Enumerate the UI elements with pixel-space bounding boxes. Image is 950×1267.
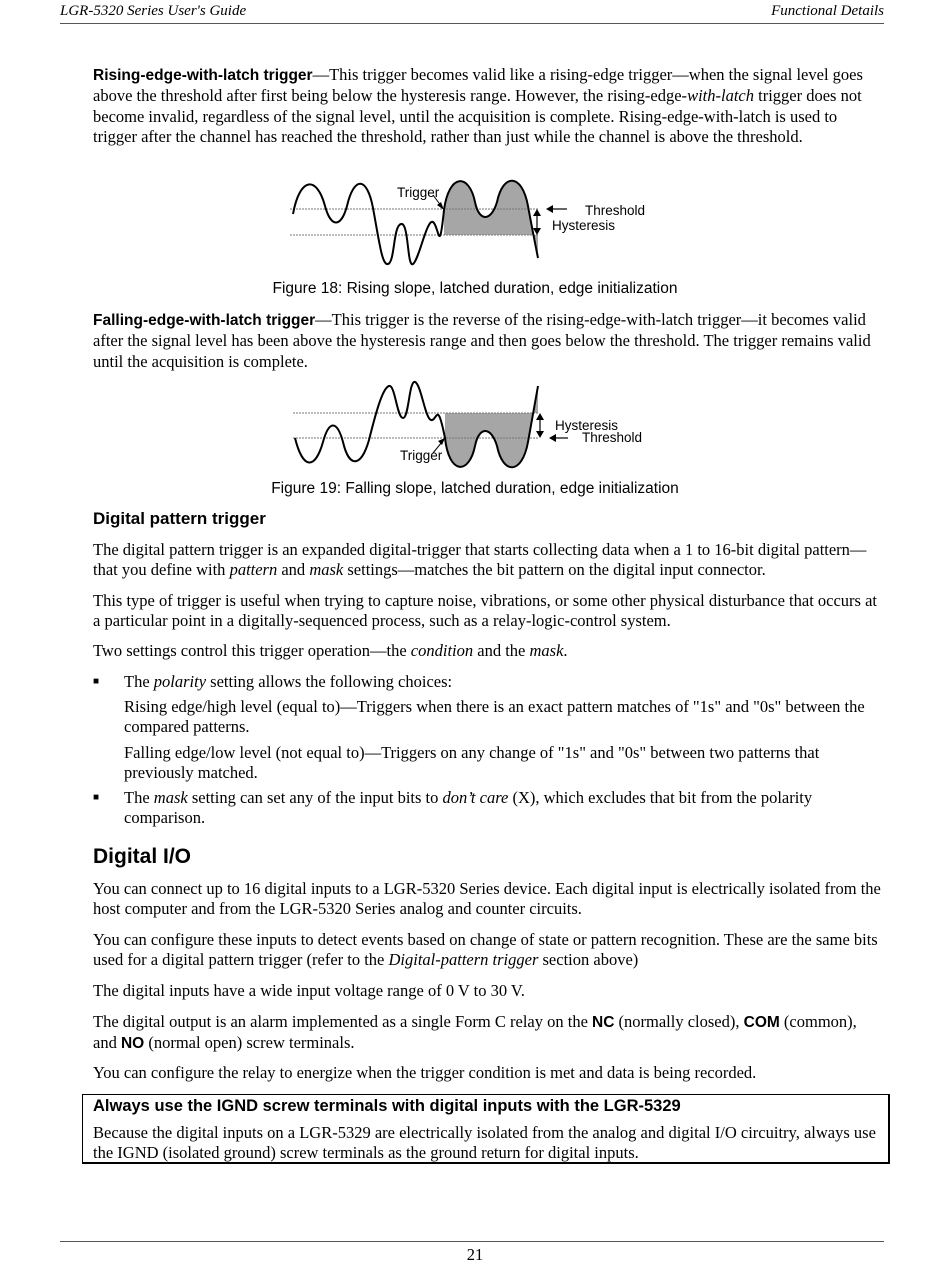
digital-pattern-p2: This type of trigger is useful when trying to capture noise, vibrations, or some other physical disturbance that occurs at a particular point in a digitally-sequenced process, such as a relay-logic-control system. bbox=[93, 591, 878, 631]
text-run: The bbox=[124, 788, 154, 807]
figure-18-diagram bbox=[285, 178, 665, 270]
polarity-bullet bbox=[124, 672, 884, 692]
falling-choice: Falling edge/low level (not equal to)—Triggers on any change of "1s" and "0s" between two patterns that previously matched. bbox=[124, 743, 820, 783]
running-header bbox=[60, 3, 884, 24]
figure-19-hysteresis-label: Hysteresis bbox=[555, 418, 619, 433]
digital-pattern-p3 bbox=[93, 641, 883, 661]
text-run: and the bbox=[473, 641, 530, 660]
text-run: The digital output is an alarm implemented as a single Form C relay on the bbox=[93, 1012, 593, 1031]
figure-19-diagram bbox=[285, 378, 665, 470]
figure-19-threshold-label: Threshold bbox=[582, 430, 643, 445]
text-run: and bbox=[277, 560, 310, 580]
note-title: Always use the IGND screw terminals with digital inputs with the LGR-5329 bbox=[93, 1097, 681, 1115]
dont-care-term: don’t care bbox=[442, 788, 509, 807]
text-run: settings—matches the bit pattern on the digital input connector. bbox=[343, 560, 766, 580]
digital-io-heading: Digital I/O bbox=[93, 845, 192, 868]
rising-latch-paragraph bbox=[93, 65, 883, 147]
text-run: (X), which excludes that bit from the polarity comparison. bbox=[124, 788, 813, 828]
pattern-term: pattern bbox=[229, 560, 278, 580]
bullet-marker: ■ bbox=[93, 792, 100, 803]
text-run: The digital pattern trigger is an expanded digital-trigger that starts collecting data when a 1 to 16-bit digital pattern—that you define with bbox=[93, 540, 867, 580]
text-run: (normally closed), bbox=[614, 1012, 744, 1031]
text-run: setting allows the following choices: bbox=[206, 672, 453, 691]
note-text: Because the digital inputs on a LGR-5329 are electrically isolated from the analog and digital I/O circuitry, always use the IGND (isolated ground) screw terminals as the ground return for digital inputs. bbox=[93, 1123, 876, 1163]
falling-latch-text: —This trigger is the reverse of the rising-edge-with-latch trigger—it becomes valid after the signal level has been above the hysteresis range and then goes below the threshold. The trigger remains valid until the acquisition is complete. bbox=[93, 310, 871, 371]
figure-19-trigger-label: Trigger bbox=[400, 448, 443, 463]
mask-term: mask bbox=[529, 641, 564, 660]
section-reference: Digital-pattern trigger bbox=[388, 950, 539, 970]
digital-io-p5: You can configure the relay to energize when the trigger condition is met and data is being recorded. bbox=[93, 1063, 757, 1082]
rising-choice: Rising edge/high level (equal to)—Triggers when there is an exact pattern matches of "1s" and "0s" between the compared patterns. bbox=[124, 697, 865, 737]
trigger-arrowhead bbox=[438, 438, 445, 445]
digital-io-p2 bbox=[93, 930, 883, 971]
hysteresis-arrowhead-up bbox=[533, 209, 541, 216]
header-doc-title: LGR-5320 Series User's Guide bbox=[60, 3, 247, 19]
hysteresis-arrowhead-down bbox=[536, 431, 544, 438]
hysteresis-arrowhead-up bbox=[536, 413, 544, 420]
text-run: section above) bbox=[538, 950, 639, 970]
text-run: setting can set any of the input bits to bbox=[187, 788, 443, 807]
figure-18-hysteresis-label: Hysteresis bbox=[552, 218, 616, 233]
digital-io-p3: The digital inputs have a wide input voltage range of 0 V to 30 V. bbox=[93, 981, 525, 1000]
rising-latch-rest: trigger does not become invalid, regardless of the signal level, until the acquisition is complete. Rising-edge-with-latch is used to trigger after the channel has reached the threshold, rather than just while the channel is above the threshold. bbox=[93, 86, 862, 146]
text-run: The bbox=[124, 672, 154, 691]
text-run: You can configure these inputs to detect events based on change of state or pattern recognition. These are the same bits used for a digital pattern trigger (refer to the bbox=[93, 930, 878, 970]
header-section-title: Functional Details bbox=[771, 3, 884, 19]
rising-latch-lead: —This trigger becomes valid like a rising-edge trigger—when the signal level goes above the threshold after first being below the hysteresis range. However, the rising-edge- bbox=[93, 65, 863, 106]
mask-term: mask bbox=[153, 788, 188, 807]
footer-rule bbox=[60, 1241, 884, 1242]
rising-latch-term: Rising-edge-with-latch trigger bbox=[93, 67, 313, 84]
mask-bullet bbox=[124, 788, 884, 829]
digital-io-p1: You can connect up to 16 digital inputs to a LGR-5320 Series device. Each digital input is electrically isolated from the host computer and from the LGR-5320 Series analog and counter circuits. bbox=[93, 879, 881, 919]
figure-18-caption: Figure 18: Rising slope, latched duration, edge initialization bbox=[272, 280, 678, 297]
digital-pattern-p1 bbox=[93, 540, 883, 581]
nc-terminal: NC bbox=[592, 1014, 615, 1031]
digital-pattern-heading: Digital pattern trigger bbox=[93, 509, 266, 528]
figure-18-trigger-label: Trigger bbox=[397, 185, 440, 200]
mask-term: mask bbox=[309, 560, 344, 580]
figure-19-caption: Figure 19: Falling slope, latched duration, edge initialization bbox=[271, 480, 679, 497]
threshold-arrowhead bbox=[546, 205, 553, 213]
figure-18-threshold-label: Threshold bbox=[585, 203, 646, 218]
rising-latch-italic: with-latch bbox=[687, 86, 754, 106]
digital-io-p4 bbox=[93, 1012, 883, 1055]
text-run: (common), and bbox=[93, 1012, 857, 1053]
condition-term: condition bbox=[410, 641, 474, 660]
text-run: (normal open) screw terminals. bbox=[144, 1033, 355, 1053]
com-terminal: COM bbox=[743, 1014, 780, 1031]
text-run: Two settings control this trigger operation—the bbox=[93, 641, 411, 660]
polarity-term: polarity bbox=[153, 672, 207, 691]
falling-latch-paragraph bbox=[93, 310, 883, 372]
falling-latch-term: Falling-edge-with-latch trigger bbox=[93, 312, 316, 329]
no-terminal: NO bbox=[120, 1035, 145, 1053]
page-number: 21 bbox=[466, 1245, 484, 1264]
note-box bbox=[82, 1094, 890, 1164]
bullet-marker: ■ bbox=[93, 676, 100, 687]
text-run: . bbox=[563, 641, 568, 660]
threshold-arrowhead bbox=[549, 434, 556, 442]
